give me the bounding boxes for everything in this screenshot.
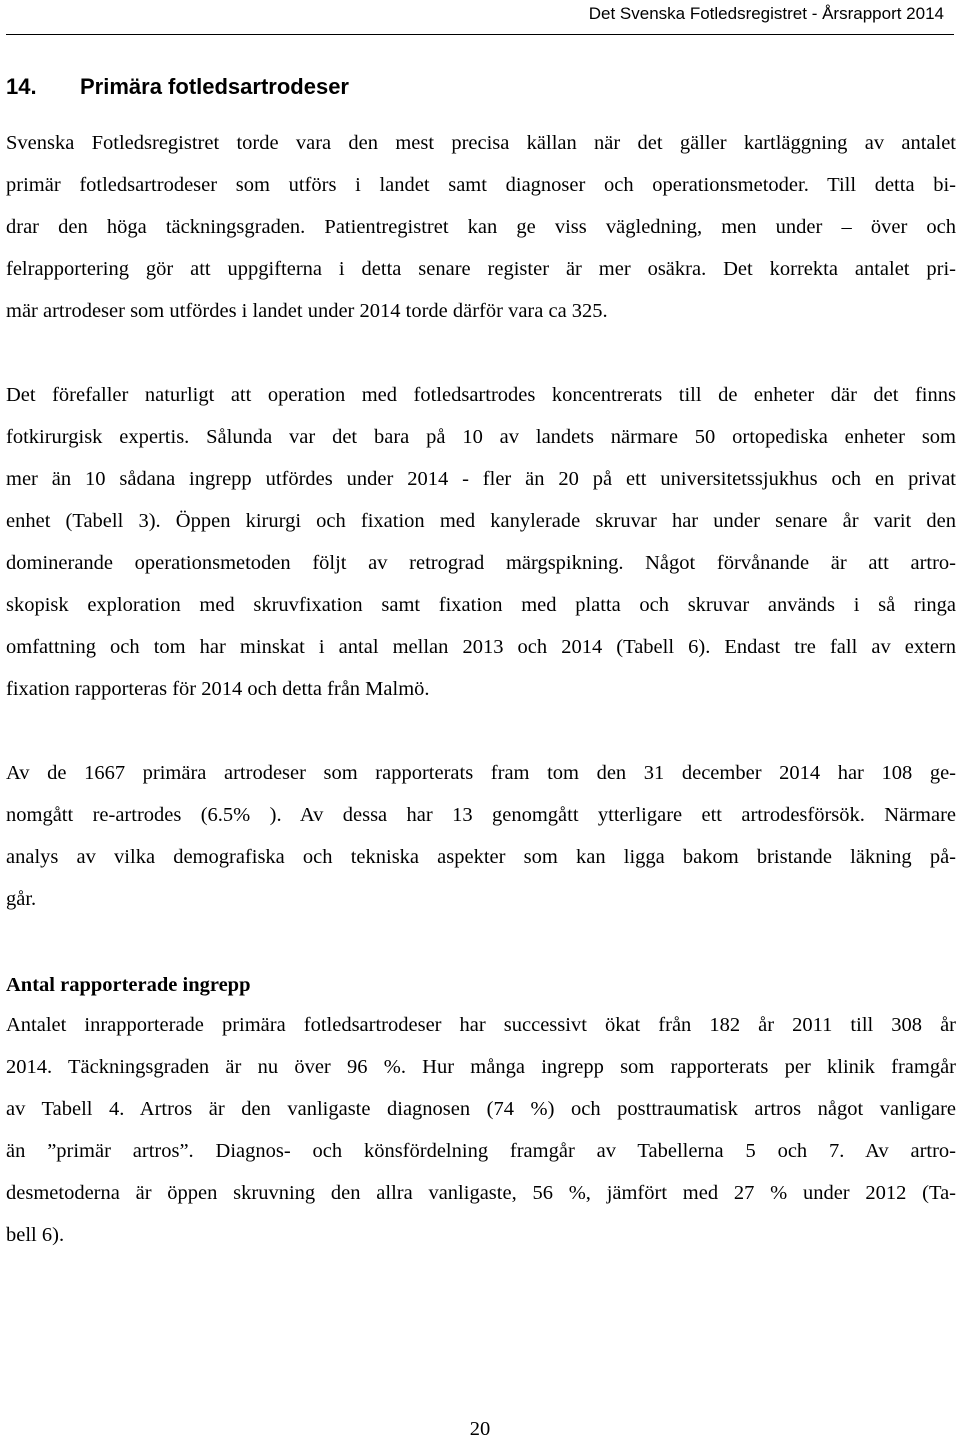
- section-heading: [6, 74, 349, 100]
- paragraph-2: [6, 374, 956, 710]
- paragraph-line: fotkirurgisk expertis. Sålunda var det bara på 10 av landets närmare 50 ortopediska enheter som: [6, 426, 956, 448]
- header-rule: [6, 34, 954, 35]
- paragraph-line: omfattning och tom har minskat i antal mellan 2013 och 2014 (Tabell 6). Endast tre fall av extern: [6, 636, 956, 658]
- paragraph-line: Av de 1667 primära artrodeser som rapporterats fram tom den 31 december 2014 har 108 ge-: [6, 762, 956, 784]
- paragraph-line: drar den höga täckningsgraden. Patientregistret kan ge viss vägledning, men under – över och: [6, 216, 956, 238]
- paragraph-line: felrapportering gör att uppgifterna i detta senare register är mer osäkra. Det korrekta antalet pri-: [6, 258, 956, 280]
- paragraph-3: [6, 752, 956, 920]
- paragraph-line: enhet (Tabell 3). Öppen kirurgi och fixation med kanylerade skruvar har under senare år varit den: [6, 510, 956, 532]
- paragraph-line: fixation rapporteras för 2014 och detta från Malmö.: [6, 678, 430, 700]
- paragraph-line: av Tabell 4. Artros är den vanligaste diagnosen (74 %) och posttraumatisk artros något vanligare: [6, 1098, 956, 1120]
- paragraph-line: skopisk exploration med skruvfixation samt fixation med platta och skruvar används i så ringa: [6, 594, 956, 616]
- paragraph-line: nomgått re-artrodes (6.5% ). Av dessa har 13 genomgått ytterligare ett artrodesförsök. Närmare: [6, 804, 956, 826]
- section-number: 14.: [6, 74, 37, 99]
- subsection-heading: Antal rapporterade ingrepp: [6, 974, 251, 996]
- paragraph-line: dominerande operationsmetoden följt av retrograd märgspikning. Något förvånande är att artro-: [6, 552, 956, 574]
- paragraph-line: mer än 10 sådana ingrepp utfördes under 2014 - fler än 20 på ett universitetssjukhus och en privat: [6, 468, 956, 490]
- paragraph-line: 2014. Täckningsgraden är nu över 96 %. Hur många ingrepp som rapporterats per klinik framgår: [6, 1056, 956, 1078]
- paragraph-line: går.: [6, 888, 37, 910]
- paragraph-4: [6, 1004, 956, 1256]
- section-title: Primära fotledsartrodeser: [80, 74, 349, 99]
- paragraph-line: bell 6).: [6, 1224, 65, 1246]
- paragraph-line: Det förefaller naturligt att operation med fotledsartrodes koncentrerats till de enheter där det finns: [6, 384, 956, 406]
- paragraph-line: Svenska Fotledsregistret torde vara den mest precisa källan när det gäller kartläggning av antalet: [6, 132, 956, 154]
- paragraph-1: [6, 122, 956, 332]
- paragraph-line: primär fotledsartrodeser som utförs i landet samt diagnoser och operationsmetoder. Till detta bi-: [6, 174, 956, 196]
- running-header: Det Svenska Fotledsregistret - Årsrapport 2014: [588, 4, 944, 23]
- page-number: 20: [469, 1418, 491, 1440]
- paragraph-line: Antalet inrapporterade primära fotledsartrodeser har successivt ökat från 182 år 2011 till 308 år: [6, 1014, 956, 1036]
- paragraph-line: än ”primär artros”. Diagnos- och könsfördelning framgår av Tabellerna 5 och 7. Av artro-: [6, 1140, 956, 1162]
- paragraph-line: analys av vilka demografiska och tekniska aspekter som kan ligga bakom bristande läkning på-: [6, 846, 956, 868]
- paragraph-line: desmetoderna är öppen skruvning den allra vanligaste, 56 %, jämfört med 27 % under 2012 (Ta-: [6, 1182, 956, 1204]
- paragraph-line: mär artrodeser som utfördes i landet under 2014 torde därför vara ca 325.: [6, 300, 608, 322]
